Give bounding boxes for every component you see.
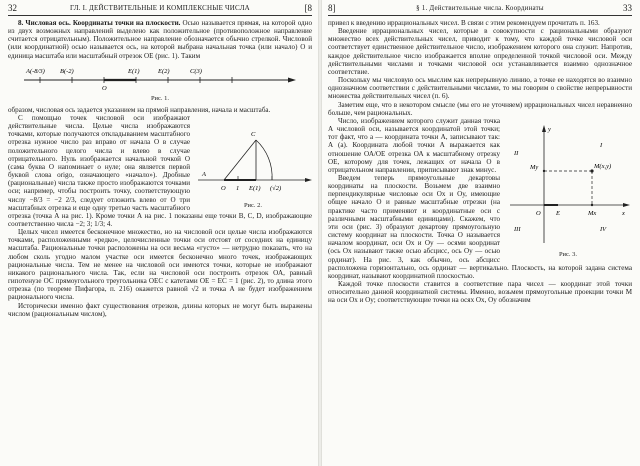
page-number-left: 32 [8, 3, 17, 13]
right-page [322, 0, 640, 466]
sqrt2-construction-diagram [194, 116, 312, 198]
left-paragraph-1: Осью называется прямая, на которой одно из двух возможных направлений выделено как положительное (противоположное направление считается отрицательным). Положительное направление обозначается обычно стрелкой. Числовой (или координатной) осью называется ось, на которой выбрана начальная точка (или начало) О и единица масштаба или масштабный отрезок ОЕ (рис. 1). Таким [8, 19, 312, 60]
section-heading: 8. Числовая ось. Координаты точки на плоскости. [18, 19, 181, 27]
quadrant-iv-label: IV [600, 225, 607, 233]
fig2-label-e1: E(1) [249, 184, 261, 192]
axis-label-e1: E(1) [128, 67, 140, 75]
left-page [0, 0, 318, 466]
figure-2-caption: Рис. 2. [243, 201, 263, 209]
left-text [8, 19, 312, 318]
section-mark-left: [8 [304, 3, 312, 13]
quadrant-i-label: I [600, 141, 603, 149]
point-m-label: M(x,y) [594, 162, 612, 170]
running-title-right: § 1. Действительные числа. Координаты [416, 4, 544, 12]
running-header-right [328, 2, 632, 16]
figure-3-caption: Рис. 3. [558, 250, 578, 258]
left-paragraph-4: Целых чисел имеется бесконечное множество, но на числовой оси целые числа изображаются точками, расположенными «редко», целочисленные точки оси отстоят от соседних на единицу масштаба. Рациональные точки расположены на оси весьма «густо» — нетрудно показать, что на любом сколь угодно малом участке оси имеется бесконечно много точек, изображающих рациональные числа. Тем не менее на числовой оси имеются точки, которые не изображают никакого рационального числа. Так, если на числовой оси построить отрезок ОА, равный гипотенузе ОС прямоугольного треугольника ОЕС с катетами ОЕ = ЕС = 1 (рис. 2), то длина этого отрезка (по теореме Пифагора, п. 216) окажется равной √2 и точка А не будет изображением рационального числа. [8, 228, 312, 302]
fig2-label-1: 1 [236, 184, 240, 192]
origin-label: O [536, 209, 541, 217]
x-axis-label: x [622, 209, 625, 217]
point-my-label: My [530, 163, 539, 171]
page-number-right: 33 [623, 3, 632, 13]
right-paragraph-7: Каждой точке плоскости ставится в соответствие пара чисел — координат этой точки относительно данной координатной системы. Именно, возьмем прямоугольные проекции точки М на оси Ох и Оу; соответствующие точки на осях Ох, Оу обозначим [328, 280, 632, 305]
axis-label-b: B(-2) [60, 67, 74, 75]
right-paragraph-6: Введем теперь прямоугольные декартовы координаты на плоскости. Возьмем две взаимно перпендикулярные числовые оси Ох и Оу, имеющие общее начало О и равные масштабные отрезки (на практике часто применяют и координатные оси с различными масштабными единицами). Скажем, что эти оси (рис. 3) образуют декартову прямоугольную систему координат на плоскости. Точка О называется началом координат, оси Ох и Оу — осями координат (ось Ох называют также осью абсцисс, ось Оу — осью ординат). На рис. 3, как обычно, ось абсцисс расположена горизонтально, ось ординат — вертикально. Плоскость, на которой задана система координат, называют координатной плоскостью. [328, 173, 632, 280]
fig2-label-sqrt2: (√2) [270, 184, 282, 192]
axis-label-a: A(-8/3) [26, 67, 45, 75]
quadrant-iii-label: III [514, 225, 521, 233]
point-mx-label: Mx [588, 209, 597, 217]
point-e-label: E [556, 209, 560, 217]
right-text [328, 19, 632, 304]
y-axis-label: y [548, 125, 551, 133]
right-paragraph-4: Заметим еще, что в некотором смысле (мы его не уточняем) иррациональных чисел неравненно больше, чем рациональных. [328, 100, 632, 117]
figure-3 [504, 119, 632, 259]
right-paragraph-1: привел к введению иррациональных чисел. В связи с этим рекомендуем прочитать п. 163. [328, 19, 600, 27]
left-paragraph-3: С помощью точек числовой оси изображают действительные числа. Целые числа изображаются точками, которые получаются откладыванием масштабного отрезка нужное число раз вправо от начала О в случае положительного целого числа и влево в случае отрицательного. Нуль изображается начальной точкой О (сама буква О напоминает о нуле; она является первой буквой слова origo, означающего «начало»). Дробные (рациональные) числа также просто изображаются точками оси; например, чтобы построить точку, соответствующую числу −8/3 = −2 2/3, следует отложить влево от О три масштабных отрезка и еще одну третью часть масштабного отрезка (точка А на рис. 1). Кроме точки А на рис. 1 показаны еще точки В, С, D, изображающие соответственно числа −2; 3; 1/3; 4. [8, 113, 312, 228]
figure-1-caption: Рис. 1. [150, 94, 170, 102]
left-paragraph-5: Исторически именно факт существования отрезков, длины которых не могут быть выражены числом (рациональным числом), [8, 301, 312, 318]
right-paragraph-3: Поскольку мы числовую ось мыслим как непрерывную линию, а точке ее находятся во взаимно однозначном соответствии с действительными числами, то мы говорим о свойстве непрерывности множества действительных чисел (п. 6). [328, 76, 632, 101]
running-title-left: ГЛ. I. ДЕЙСТВИТЕЛЬНЫЕ И КОМПЛЕКСНЫЕ ЧИСЛА [70, 4, 250, 12]
left-paragraph-2: образом, числовая ось задается указанием на прямой направления, начала и масштаба. [8, 105, 271, 114]
figure-2 [194, 116, 312, 210]
cartesian-plane-diagram [504, 119, 632, 247]
number-axis-diagram [20, 62, 300, 92]
fig2-label-o: O [221, 184, 226, 192]
axis-label-c: C(3) [190, 67, 202, 75]
section-mark-right: 8] [328, 3, 336, 13]
quadrant-ii-label: II [514, 149, 519, 157]
fig2-label-c: C [251, 130, 256, 138]
right-paragraph-2: Введение иррациональных чисел, которые в совокупности с рациональными образуют множество всех действительных чисел, приводит к тому, что каждой точке числовой оси соответствует единственное действительное число, изображением которого она служит. Напротив, каждое действительное число изображается вполне определенной точкой числовой оси. Между действительными числами и точками числовой оси устанавливается взаимно однозначное соответствие. [328, 27, 632, 76]
axis-label-e2: E(2) [158, 67, 170, 75]
running-header-left [8, 2, 312, 16]
fig2-label-a: A [202, 170, 206, 178]
figure-1 [8, 60, 312, 106]
right-paragraph-5: Число, изображением которого служит данная точка А числовой оси, называется координатой этой точки; тот факт, что а — координата точки А, записывают так: А (а). Координата любой точки А выражается как отношение ОА/ОЕ отрезка ОА к масштабному отрезку ОЕ, которому для точек, лежащих от начала О в отрицательном направлении, приписывают знак минус. [328, 116, 500, 174]
axis-label-o: O [102, 84, 107, 92]
